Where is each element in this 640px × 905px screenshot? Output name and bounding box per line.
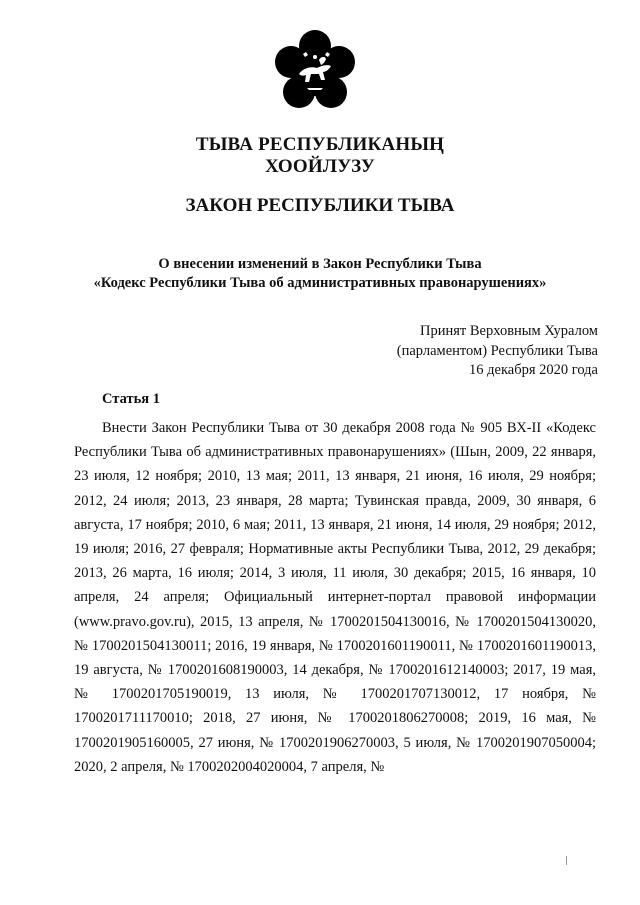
article-heading: Статья 1 [102,391,160,407]
article-body: Внести Закон Республики Тыва от 30 декабря 2008 года № 905 ВХ-II «Кодекс Республики Тыва об административных правонарушениях» (Шын, 2009, 22 января, 23 июля, 12 ноября; 2010, 13 мая; 2011, 13 января, 21 июня, 16 июля, 29 ноября; 2012, 24 июля; 2013, 23 января, 28 марта; Тувинская правда, 2009, 30 января, 6 августа, 17 ноября; 2010, 6 мая; 2011, 13 января, 21 июня, 14 июля, 29 ноября; 2012, 19 июля; 2016, 27 февраля; Нормативные акты Республики Тыва, 2012, 29 декабря; 2013, 26 марта, 16 июля; 2014, 3 июля, 11 июля, 30 декабря; 2015, 16 января, 10 апреля, 24 апреля; Официальный интернет-портал правовой информации (www.pravo.gov.ru), 2015, 13 апреля, № 1700201504130016, № 1700201504130020, № 1700201504130011; 2016, 19 января, № 1700201601190011, № 1700201601190013, 19 августа, № 1700201608190003, 14 декабря, № 1700201612140003; 2017, 19 мая, № 1700201705190019, 13 июля, № 1700201707130012, 17 ноября, № 1700201711170010; 2018, 27 июня, № 1700201806270008; 2019, 16 мая, № 1700201905160005, 27 июня, № 1700201906270003, 5 июля, № 1700201907050004; 2020, 2 апреля, № 1700202004020004, 7 апреля, № [74,420,596,775]
page-divider [566,856,567,865]
republic-name [0,134,640,178]
adoption-date: 16 декабря 2020 года [469,362,598,378]
adoption-line2: (парламентом) Республики Тыва [396,342,598,359]
law-heading: ЗАКОН РЕСПУБЛИКИ ТЫВА [185,195,455,216]
adoption-note [397,322,598,381]
law-title [0,255,640,293]
adoption-line1: Принят Верховным Хуралом [420,323,598,339]
law-title-line2: «Кодекс Республики Тыва об административных правонарушениях» [93,275,547,291]
republic-name-line2: ХООЙЛУЗУ [264,156,376,177]
tuva-coat-of-arms-icon [273,30,357,114]
republic-name-line1: ТЫВА РЕСПУБЛИКАНЫҢ [195,134,445,155]
law-title-line1: О внесении изменений в Закон Республики Тыва [158,256,482,272]
